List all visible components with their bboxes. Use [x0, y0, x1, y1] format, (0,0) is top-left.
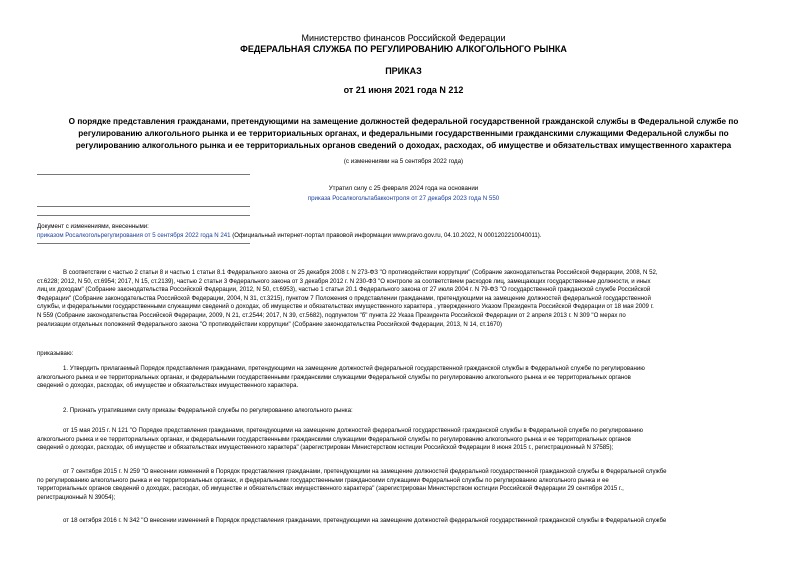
paragraph-line: сведений о доходах, расходах, об имуществе и обязательствах имущественного характера.: [37, 382, 299, 390]
repealed-order-1: [37, 427, 770, 453]
paragraph-line: по регулированию алкогольного рынка и ее территориальных органах, и федеральными государственными гражданскими служащими Федеральной службы по регулированию алкогольного рынка и ее: [37, 476, 609, 484]
paragraph-line: N 559 (Собрание законодательства Российской Федерации, 2009, N 21, ст.2544; 2017, N 39, ст.5682), подпунктом "б" пункта 22 Указа Президента Российской Федерации от 2 апреля 2013 г. N 309 "О мерах по: [37, 311, 626, 319]
paragraph-line: сведений о доходах, расходах, об имуществе и обязательствах имущественного характера" (зарегистрирован Министерством юстиции Российской Федерации 8 июня 2015 г., регистрационный N 37585);: [37, 444, 614, 452]
divider: [37, 243, 250, 244]
paragraph-line: регистрационный N 39054);: [37, 493, 116, 501]
paragraph-line: от 15 мая 2015 г. N 121 "О Порядке представления гражданами, претендующими на замещение должностей федеральной государственной гражданской службы в Федеральной службе по регулированию: [63, 427, 643, 434]
paragraph-line: 1. Утвердить прилагаемый Порядок представления гражданами, претендующими на замещение должностей федеральной государственной гражданской службы в Федеральной службе по регулированию: [63, 365, 645, 372]
divider: [37, 215, 250, 216]
title-line: О порядке представления гражданами, претендующими на замещение должностей федеральной государственной гражданской службы в Федеральной службе по: [68, 117, 739, 126]
document-title: [20, 116, 787, 152]
paragraph-line: Федерации" (Собрание законодательства Российской Федерации, 2004, N 31, ст.3215), пунктом 7 Положения о представлении гражданами, претендующими на замещение должностей федеральной государственной: [37, 294, 651, 302]
order-word: приказываю:: [37, 350, 74, 357]
title-line: регулированию алкогольного рынка и ее территориальных органах, и федеральными государственными гражданскими служащими Федеральной службы по: [78, 129, 729, 138]
amendment-source: (Официальный интернет-портал правовой информации www.pravo.gov.ru, 04.10.2022, N 0001202210040011).: [230, 232, 542, 239]
paragraph-line: реализации отдельных положений Федерального закона "О противодействии коррупции" (Собрание законодательства Российской Федерации, 2013, N 14, ст.1670): [37, 320, 503, 328]
paragraph-line: территориальных органов сведений о доходах, расходах, об имуществе и обязательствах имущественного характера" (зарегистрирован Министерством юстиции Российской Федерации 29 сентября 2015 г.,: [37, 485, 624, 493]
paragraph-line: В соответствии с частью 2 статьи 8 и частью 1 статьи 8.1 Федерального закона от 25 декабря 2008 г. N 273-ФЗ "О противодействии коррупции" (Собрание законодательства Российской Федерации, 2008, N 52,: [63, 269, 658, 276]
service-name: ФЕДЕРАЛЬНАЯ СЛУЖБА ПО РЕГУЛИРОВАНИЮ АЛКОГОЛЬНОГО РЫНКА: [240, 44, 567, 54]
title-line: регулированию алкогольного рынка и ее территориальных органов сведений о доходах, расходах, об имуществе и обязательствах имущественного характера: [75, 141, 732, 150]
preamble-paragraph: [37, 269, 770, 329]
paragraph-line: лиц их доходам" (Собрание законодательства Российской Федерации, 2012, N 50, ст.6953), частью 1 статьи 20.1 Федерального закона от 27 июля 2004 г. N 79-ФЗ "О государственной гражданской службе Российской: [37, 286, 651, 294]
repealed-order-2: [37, 468, 770, 502]
paragraph-line: от 18 октября 2016 г. N 342 "О внесении изменений в Порядок представления гражданами, претендующими на замещение должностей федеральной государственной гражданской службы в Федеральной службе: [63, 517, 667, 524]
amendments-line: [37, 232, 770, 241]
paragraph-line: службы, и федеральными государственными служащими сведений о доходах, об имуществе и обязательствах имущественного характера , утвержденного Указом Президента Российской Федерации от 18 мая 2009 г.: [37, 303, 654, 311]
paragraph-line: от 7 сентября 2015 г. N 259 "О внесении изменений в Порядок представления гражданами, претендующими на замещение должностей федеральной государственной гражданской службы в Федеральной службе: [63, 468, 667, 475]
item-2-paragraph: [37, 407, 770, 416]
repeal-order-link[interactable]: приказа Росалкогольтабакконтроля от 27 декабря 2023 года N 550: [307, 195, 500, 202]
repealed-order-3: [37, 517, 770, 526]
paragraph-line: 2. Признать утратившими силу приказы Федеральной службы по регулированию алкогольного рынка:: [63, 407, 353, 414]
item-1-paragraph: [37, 365, 770, 391]
document-type: ПРИКАЗ: [385, 66, 422, 76]
paragraph-line: ст.6228; 2012, N 50, ст.6954; 2017, N 15, ст.2139), частью 2 статьи 3 Федерального закона от 3 декабря 2012 г. N 230-ФЗ "О контроле за соответствием расходов лиц, замещающих государственные должности, и иных: [37, 277, 651, 285]
paragraph-line: алкогольного рынка и ее территориальных органах, и федеральными государственными гражданскими служащими Федеральной службы по регулированию алкогольного рынка и ее территориальных органов: [37, 435, 631, 443]
document-date-number: от 21 июня 2021 года N 212: [343, 85, 464, 95]
divider: [37, 206, 250, 207]
revision-note: (с изменениями на 5 сентября 2022 года): [343, 158, 464, 165]
amendment-order-link[interactable]: приказом Росалкогольрегулирования от 5 сентября 2022 года N 241: [37, 232, 231, 239]
status-text: Утратил силу с 25 февраля 2024 года на основании: [328, 185, 479, 192]
amendments-label: Документ с изменениями, внесенными:: [37, 223, 149, 230]
divider: [37, 174, 250, 175]
paragraph-line: алкогольного рынка и ее территориальных органах, и федеральными государственными гражданскими служащими Федеральной службы по регулированию алкогольного рынка и ее территориальных органов: [37, 373, 631, 381]
ministry-name: Министерство финансов Российской Федерации: [301, 33, 506, 43]
